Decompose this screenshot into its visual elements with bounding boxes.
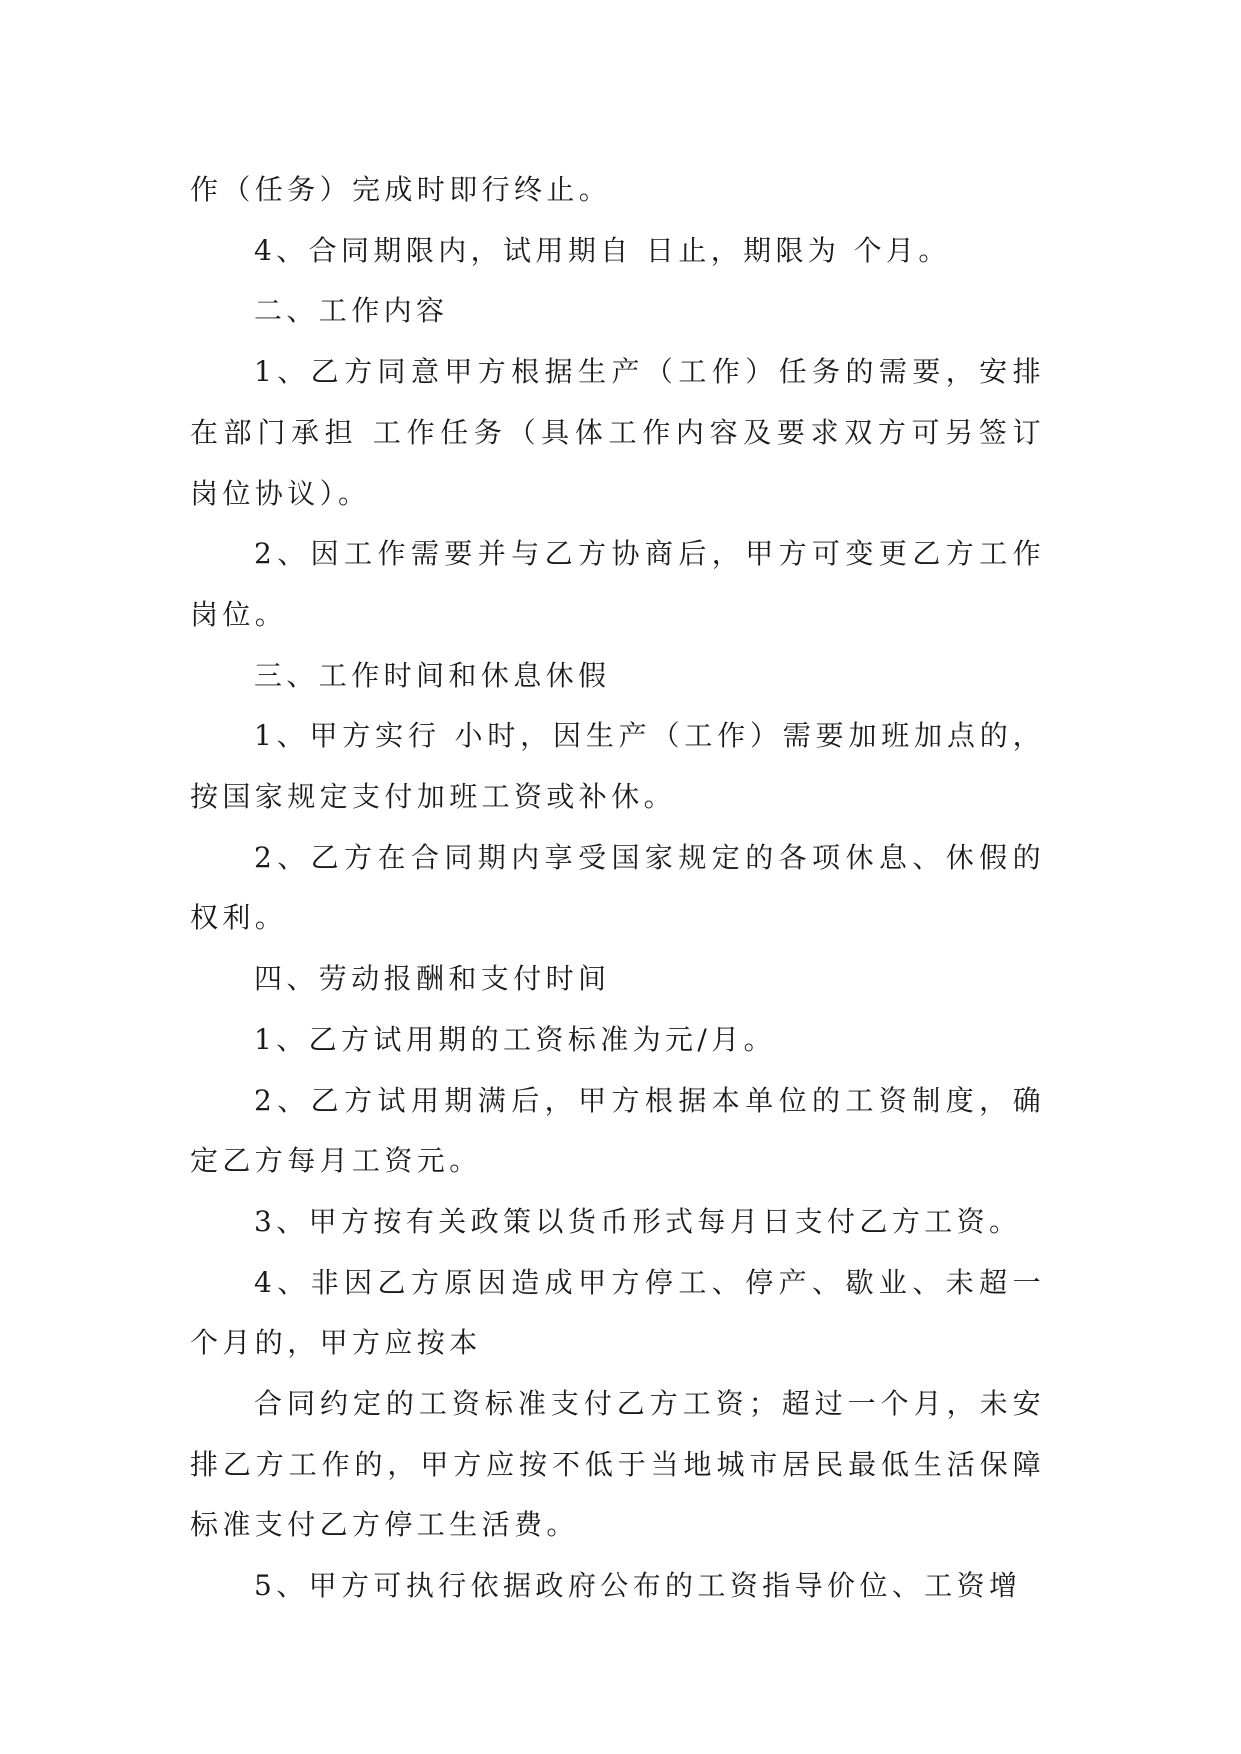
- paragraph-7: 1、甲方实行 小时，因生产（工作）需要加班加点的，按国家规定支付加班工资或补休。: [190, 719, 1045, 814]
- paragraph-1: 作（任务）完成时即行终止。: [190, 173, 612, 206]
- section-heading-4: 四、劳动报酬和支付时间: [254, 962, 611, 996]
- paragraph-10: 1、乙方试用期的工资标准为元/月。: [254, 1022, 777, 1056]
- section-heading-2: 二、工作内容: [254, 294, 449, 328]
- paragraph-11: 2、乙方试用期满后，甲方根据本单位的工资制度，确定乙方每月工资元。: [190, 1083, 1045, 1178]
- paragraph-14: 合同约定的工资标准支付乙方工资；超过一个月，未安排乙方工作的，甲方应按不低于当地城市居民最低生活保障标准支付乙方停工生活费。: [190, 1387, 1045, 1542]
- paragraph-12: 3、甲方按有关政策以货币形式每月日支付乙方工资。: [254, 1204, 1022, 1238]
- paragraph-4: 1、乙方同意甲方根据生产（工作）任务的需要，安排在部门承担 工作任务（具体工作内容及要求双方可另签订岗位协议）。: [190, 355, 1045, 510]
- section-heading-3: 三、工作时间和休息休假: [254, 658, 611, 692]
- paragraph-2: 4、合同期限内，试用期自 日止，期限为 个月。: [254, 233, 951, 267]
- document-body: [190, 160, 1045, 1617]
- paragraph-5: 2、因工作需要并与乙方协商后，甲方可变更乙方工作岗位。: [190, 537, 1045, 631]
- paragraph-13: 4、非因乙方原因造成甲方停工、停产、歇业、未超一个月的，甲方应按本: [190, 1265, 1045, 1360]
- paragraph-8: 2、乙方在合同期内享受国家规定的各项休息、休假的权利。: [190, 840, 1045, 935]
- paragraph-15: 5、甲方可执行依据政府公布的工资指导价位、工资增: [254, 1569, 1022, 1603]
